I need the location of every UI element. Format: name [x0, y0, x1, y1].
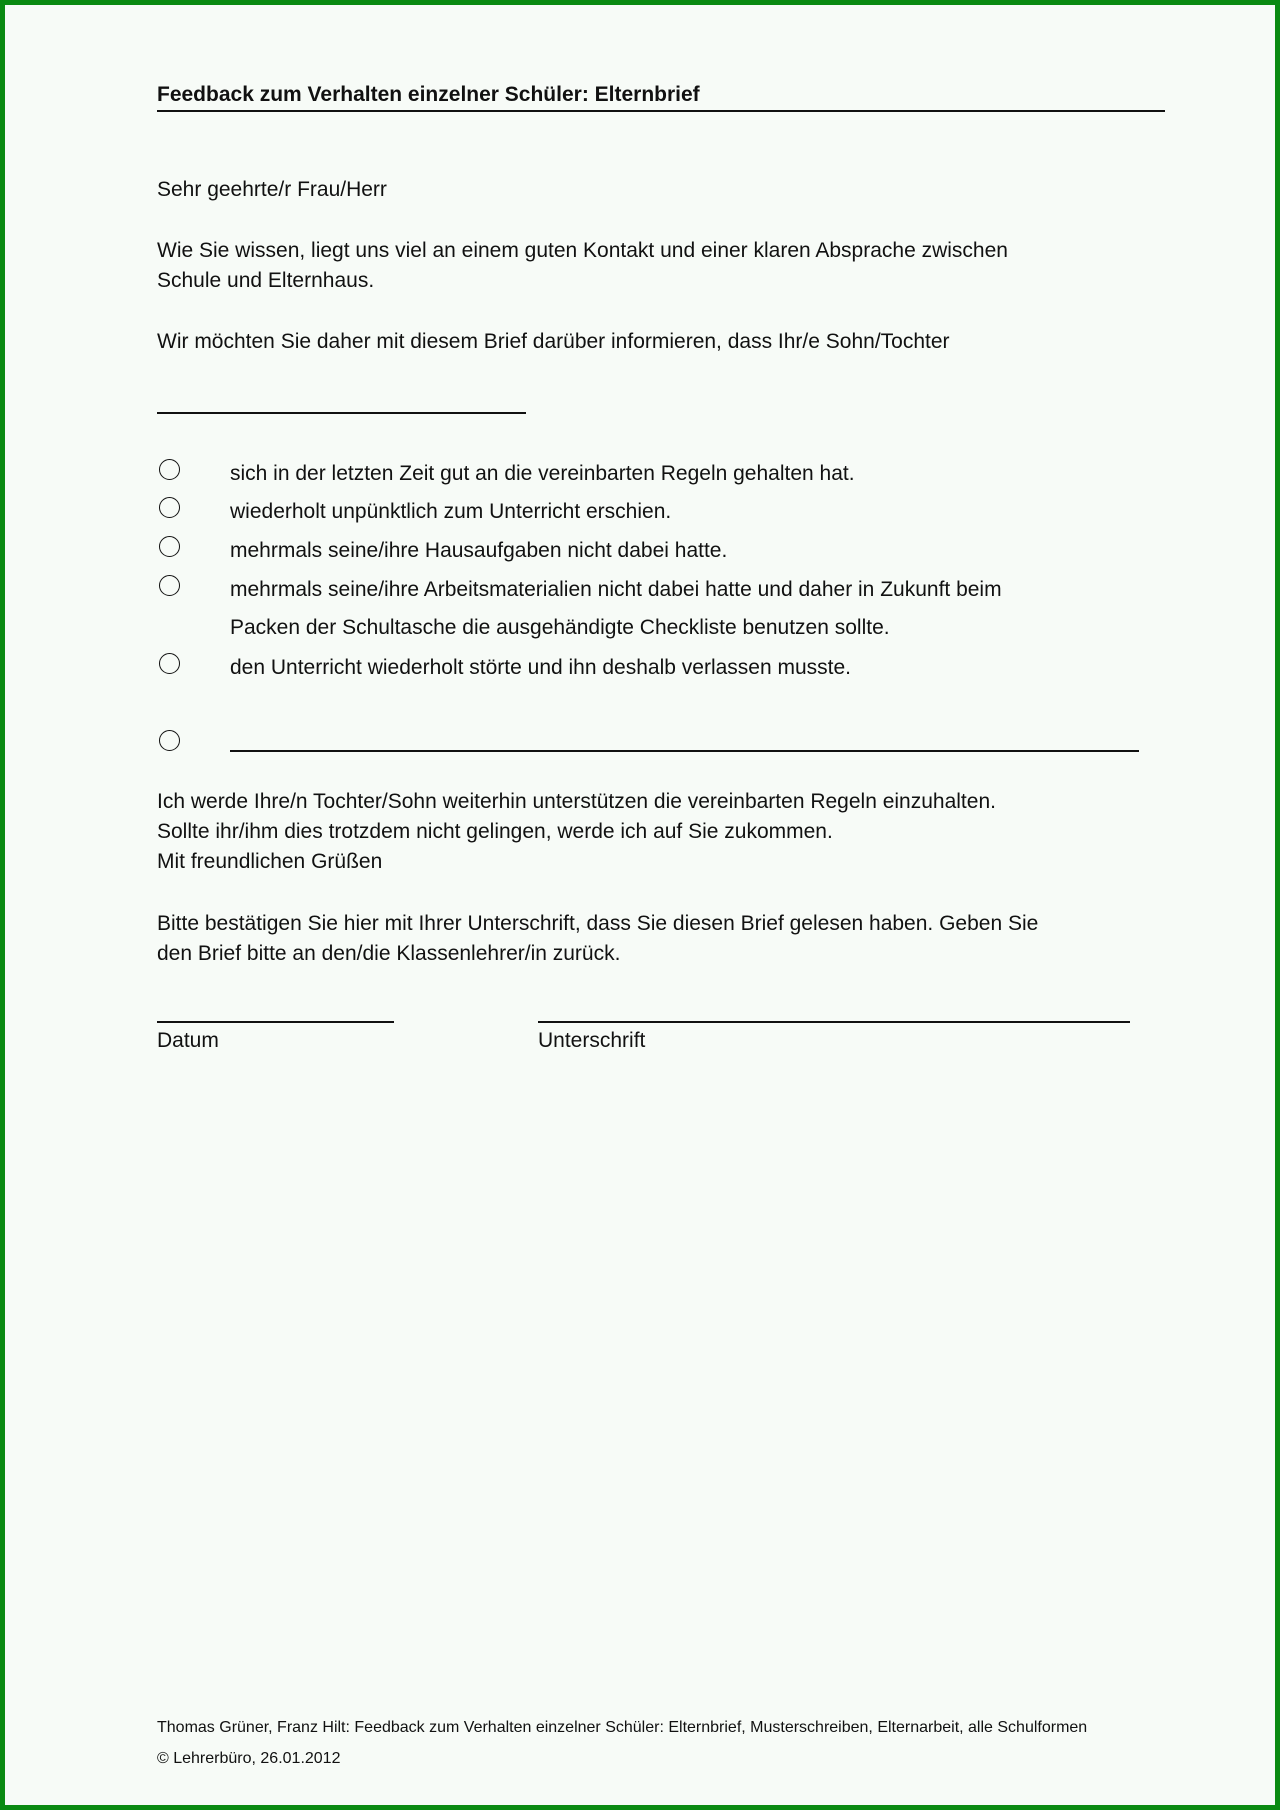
option-item [157, 653, 1157, 691]
confirm-line-1: Bitte bestätigen Sie hier mit Ihrer Unterschrift, dass Sie diesen Brief gelesen haben. Geben Sie [157, 912, 1039, 935]
option-label: mehrmals seine/ihre Hausaufgaben nicht dabei hatte. [230, 539, 728, 562]
document-title: Feedback zum Verhalten einzelner Schüler: Elternbrief [157, 83, 1165, 112]
footer-copyright: © Lehrerbüro, 26.01.2012 [157, 1750, 341, 1767]
option-radio[interactable] [159, 653, 180, 674]
option-item-other [157, 730, 1157, 768]
date-field[interactable] [157, 1021, 394, 1023]
intro-line-1: Wie Sie wissen, liegt uns viel an einem guten Kontakt und einer klaren Absprache zwischen [157, 239, 1008, 262]
child-name-field[interactable] [157, 412, 526, 414]
option-radio[interactable] [159, 730, 180, 751]
other-reason-field[interactable] [230, 750, 1139, 752]
footer-credit: Thomas Grüner, Franz Hilt: Feedback zum Verhalten einzelner Schüler: Elternbrief, Musterschreiben, Elternarbeit, alle Schulformen [157, 1719, 1088, 1736]
option-radio[interactable] [159, 575, 180, 596]
intro-line-2: Schule und Elternhaus. [157, 269, 375, 292]
signature-label: Unterschrift [538, 1029, 646, 1052]
option-label: wiederholt unpünktlich zum Unterricht erschien. [230, 500, 672, 523]
option-radio[interactable] [159, 497, 180, 518]
option-item [157, 459, 1157, 497]
closing-line-3: Mit freundlichen Grüßen [157, 850, 383, 873]
option-label-continued: Packen der Schultasche die ausgehändigte Checkliste benutzen sollte. [230, 616, 890, 639]
option-item [157, 536, 1157, 574]
date-label: Datum [157, 1029, 219, 1052]
option-radio[interactable] [159, 536, 180, 557]
signature-field[interactable] [538, 1021, 1130, 1023]
option-label: mehrmals seine/ihre Arbeitsmaterialien nicht dabei hatte und daher in Zukunft beim [230, 578, 1002, 601]
option-item [157, 497, 1157, 535]
option-label: den Unterricht wiederholt störte und ihn deshalb verlassen musste. [230, 656, 851, 679]
confirm-line-2: den Brief bitte an den/die Klassenlehrer/in zurück. [157, 942, 621, 965]
option-radio[interactable] [159, 459, 180, 480]
option-label: sich in der letzten Zeit gut an die vereinbarten Regeln gehalten hat. [230, 462, 855, 485]
inform-text: Wir möchten Sie daher mit diesem Brief darüber informieren, dass Ihr/e Sohn/Tochter [157, 330, 950, 353]
salutation: Sehr geehrte/r Frau/Herr [157, 178, 387, 201]
option-item [157, 575, 1157, 653]
closing-line-2: Sollte ihr/ihm dies trotzdem nicht gelingen, werde ich auf Sie zukommen. [157, 820, 833, 843]
closing-line-1: Ich werde Ihre/n Tochter/Sohn weiterhin unterstützen die vereinbarten Regeln einzuhalten. [157, 790, 996, 813]
